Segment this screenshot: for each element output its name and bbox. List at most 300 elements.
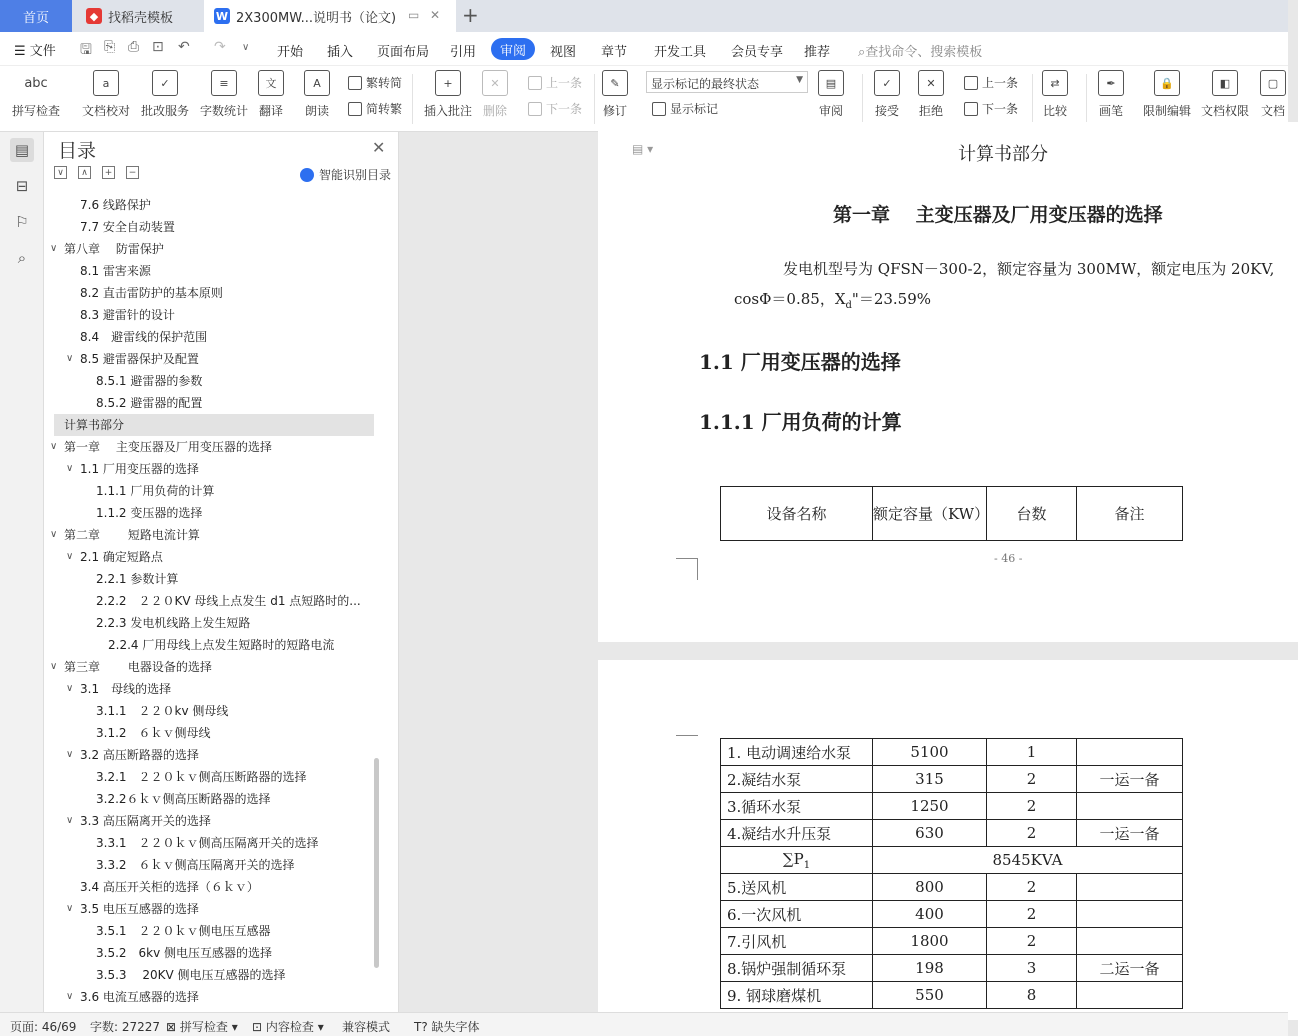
status-bar [0, 1012, 1288, 1036]
prev-change-button[interactable] [964, 74, 1018, 91]
menu-recommend[interactable]: 推荐 [804, 45, 831, 60]
correction-service-label: 批改服务 [141, 104, 190, 118]
command-search[interactable] [858, 41, 982, 60]
review-pane-button[interactable] [818, 70, 844, 119]
table-cell: 2.凝结水泵 [721, 766, 873, 793]
chevron-down-icon[interactable]: ∨ [66, 815, 74, 826]
new-tab-icon[interactable]: + [462, 3, 479, 27]
toc-item-label: 3.1 母线的选择 [80, 682, 172, 696]
prev-comment-icon [528, 76, 542, 90]
toc-item-label: 7.7 安全自动装置 [80, 220, 175, 234]
toc-item[interactable] [54, 612, 374, 634]
table-row [721, 874, 1183, 901]
menu-insert[interactable]: 插入 [327, 45, 354, 60]
toc-item[interactable] [54, 634, 374, 656]
doc-more-icon: ▢ [1260, 70, 1286, 96]
toc-item-label: 8.2 直击雷防护的基本原则 [80, 286, 223, 300]
toc-item-label: 3.1.2 ６ｋｖ侧母线 [96, 726, 211, 740]
toc-item[interactable] [54, 458, 374, 480]
translate-button[interactable] [258, 70, 284, 119]
chevron-down-icon[interactable]: ∨ [66, 353, 74, 364]
table-row [721, 928, 1183, 955]
tab-home[interactable]: 首页 [0, 0, 72, 32]
reject-button[interactable] [918, 70, 944, 119]
document-canvas [400, 132, 1288, 1012]
spell-check-icon: abc [24, 75, 48, 91]
menu-view[interactable]: 视图 [550, 45, 577, 60]
proofread-button[interactable] [82, 70, 130, 119]
smart-toc-label: 智能识别目录 [319, 168, 392, 182]
pen-label: 画笔 [1098, 104, 1123, 118]
trad-to-simp-icon [348, 76, 362, 90]
toc-item[interactable] [54, 348, 374, 370]
toc-item-label: 8.5.1 避雷器的参数 [96, 374, 203, 388]
menu-bar [0, 32, 1288, 66]
trad-to-simp-label: 繁转简 [366, 76, 403, 90]
toc-item[interactable] [50, 524, 374, 546]
table-cell: 800 [873, 874, 987, 901]
toc-item-label: 7.6 线路保护 [80, 198, 151, 212]
docer-logo-icon: ◆ [86, 8, 102, 24]
toc-item[interactable] [54, 590, 374, 612]
reject-label: 拒绝 [918, 104, 943, 118]
pen-icon: ✒ [1098, 70, 1124, 96]
toc-item-label: 2.2.1 参数计算 [96, 572, 179, 586]
spell-check-status-label: 拼写检查 [179, 1020, 228, 1034]
toc-item-label: 2.2.3 发电机线路上发生短路 [96, 616, 251, 630]
toc-item[interactable] [54, 194, 374, 216]
toc-item-label: 3.2.1 ２２０ｋｖ侧高压断路器的选择 [96, 770, 307, 784]
table-cell [1077, 928, 1183, 955]
sum-symbol: ∑P [782, 849, 804, 868]
add-heading-icon[interactable]: + [102, 166, 115, 179]
table-cell: 5100 [873, 739, 987, 766]
toc-item[interactable] [54, 854, 374, 876]
toc-item[interactable] [54, 810, 374, 832]
chevron-down-icon[interactable]: ∨ [66, 551, 74, 562]
table-cell: 8.锅炉强制循环泵 [721, 955, 873, 982]
track-changes-button[interactable] [602, 70, 628, 119]
checkbox-icon: ⊠ [166, 1020, 177, 1034]
toc-item-label: 2.1 确定短路点 [80, 550, 163, 564]
missing-font-status[interactable] [414, 1018, 480, 1035]
lock-icon: 🔒 [1154, 70, 1180, 96]
bookmark-icon[interactable]: ⚐ [15, 213, 29, 231]
content-check-status[interactable]: ⊡ 内容检查 ▾ [252, 1020, 324, 1034]
toc-item-label: 1.1.1 厂用负荷的计算 [96, 484, 215, 498]
window-icon[interactable]: ▭ [408, 8, 420, 22]
proofread-label: 文档校对 [82, 104, 131, 118]
show-markup-icon [652, 102, 666, 116]
toc-item-label: 第八章 防雷保护 [64, 242, 164, 256]
insert-comment-icon: + [435, 70, 461, 96]
toc-item-label: 3.3 高压隔离开关的选择 [80, 814, 211, 828]
reject-icon: ✕ [918, 70, 944, 96]
tab-document-label: 2X300MW...说明书（论文) [236, 10, 397, 26]
spell-check-status[interactable]: ⊠ 拼写检查 ▾ [166, 1020, 238, 1034]
table-cell [1077, 793, 1183, 820]
doc-permission-label: 文档权限 [1201, 104, 1250, 118]
toc-item[interactable] [54, 282, 374, 304]
show-markup-button[interactable] [652, 100, 718, 117]
table-row [721, 820, 1183, 847]
review-pane-icon: ▤ [818, 70, 844, 96]
menu-reference[interactable]: 引用 [450, 45, 477, 60]
table-cell: 7.引风机 [721, 928, 873, 955]
toc-item[interactable] [50, 238, 374, 260]
ribbon-divider [1032, 74, 1033, 124]
prev-comment-button[interactable] [528, 74, 582, 91]
toc-item-label: 3.5.1 ２２０ｋｖ侧电压互感器 [96, 924, 271, 938]
toc-item-label: 8.5.2 避雷器的配置 [96, 396, 203, 410]
word-count-button[interactable] [200, 70, 248, 119]
page-header: 计算书部分 [958, 144, 1048, 165]
toc-item[interactable] [54, 788, 374, 810]
toc-item-label: 2.2.4 厂用母线上点发生短路时的短路电流 [108, 638, 335, 652]
table-cell [1077, 982, 1183, 1009]
prev-change-label: 上一条 [982, 76, 1019, 90]
expand-all-icon[interactable]: ∧ [78, 166, 91, 179]
content-check-status-label: 内容检查 [265, 1020, 314, 1034]
simp-to-trad-label: 简转繁 [366, 102, 403, 116]
toc-item-label: 3.5.3 20KV 侧电压互感器的选择 [96, 968, 286, 982]
toc-item-label: 2.2.2 ２２０KV 母线上点发生 d1 点短路时的... [96, 594, 361, 608]
table-cell: 9. 钢球磨煤机 [721, 982, 873, 1009]
table-cell [1077, 874, 1183, 901]
missing-font-icon: T? [414, 1020, 428, 1034]
read-aloud-icon: A [304, 70, 330, 96]
search-icon: ⌕ [858, 45, 866, 60]
document-page [598, 122, 1298, 642]
search-icon[interactable]: ⌕ [17, 249, 27, 267]
markup-state-value: 显示标记的最终状态 [651, 77, 760, 91]
toc-item[interactable] [54, 502, 374, 524]
toc-item[interactable] [54, 876, 374, 898]
formula-subscript: d [845, 300, 852, 311]
table-header-cell: 备注 [1077, 487, 1183, 541]
delete-comment-label: 删除 [482, 104, 507, 118]
proofread-icon: a [93, 70, 119, 96]
toc-item[interactable] [54, 678, 374, 700]
menu-start[interactable]: 开始 [277, 45, 304, 60]
chapter-nav-icon[interactable]: ⊟ [15, 177, 29, 195]
toc-panel [44, 132, 399, 1012]
toc-item[interactable] [54, 722, 374, 744]
toc-item[interactable] [54, 304, 374, 326]
ribbon-divider [1086, 74, 1087, 124]
chevron-down-icon[interactable]: ∨ [66, 749, 74, 760]
table-row [721, 982, 1183, 1009]
insert-comment-label: 插入批注 [424, 104, 473, 118]
simp-to-trad-button[interactable] [348, 100, 402, 117]
toc-item[interactable] [54, 920, 374, 942]
quick-access-chevron-icon[interactable]: ∨ [242, 42, 250, 53]
spell-check-label: 拼写检查 [12, 104, 61, 118]
word-count-label: 字数统计 [200, 104, 249, 118]
toc-item[interactable] [54, 986, 374, 1008]
table-cell: 2 [987, 901, 1077, 928]
load-table-header [720, 486, 1183, 541]
table-cell: 1. 电动调速给水泵 [721, 739, 873, 766]
table-row [721, 793, 1183, 820]
compat-mode-status: 兼容模式 [342, 1020, 391, 1034]
accept-label: 接受 [874, 104, 899, 118]
word-count-status[interactable]: 字数: 27227 [90, 1020, 161, 1034]
toc-item-label: 3.6 电流互感器的选择 [80, 990, 199, 1004]
toc-panel-icon[interactable]: ▤ [10, 138, 34, 162]
next-change-icon [964, 102, 978, 116]
read-aloud-label: 朗读 [304, 104, 329, 118]
table-row [721, 739, 1183, 766]
toc-item[interactable] [54, 216, 374, 238]
tab-document[interactable] [204, 0, 456, 32]
compare-label: 比较 [1042, 104, 1067, 118]
close-tab-icon[interactable]: ✕ [430, 8, 441, 22]
next-comment-button[interactable] [528, 100, 582, 117]
next-change-label: 下一条 [982, 102, 1019, 116]
doc-permission-icon: ◧ [1212, 70, 1238, 96]
undo-icon[interactable]: ↶ [178, 39, 190, 55]
toc-item-label: 8.4 避雷线的保护范围 [80, 330, 208, 344]
toc-item[interactable] [50, 656, 374, 678]
next-comment-icon [528, 102, 542, 116]
next-comment-label: 下一条 [546, 102, 583, 116]
table-cell: 1250 [873, 793, 987, 820]
delete-comment-icon: ✕ [482, 70, 508, 96]
toc-item[interactable] [54, 260, 374, 282]
table-header-cell: 设备名称 [721, 487, 873, 541]
smart-toc-button[interactable] [300, 166, 391, 183]
toc-item[interactable] [54, 766, 374, 788]
doc-permission-button[interactable] [1201, 70, 1249, 119]
collapse-all-icon[interactable]: ∨ [54, 166, 67, 179]
toc-item-label: 第三章 电器设备的选择 [64, 660, 212, 674]
menu-review[interactable]: 审阅 [491, 38, 535, 60]
chapter-title: 第一章 主变压器及厂用变压器的选择 [833, 204, 1163, 226]
toc-item[interactable] [54, 392, 374, 414]
delete-comment-button[interactable] [482, 70, 508, 119]
chevron-down-icon[interactable]: ∨ [50, 441, 58, 452]
ribbon-divider [862, 74, 863, 124]
page-indicator[interactable]: 页面: 46/69 [10, 1020, 77, 1034]
prev-change-icon [964, 76, 978, 90]
export-pdf-icon[interactable]: ⎘ [104, 39, 116, 55]
ribbon-divider [412, 74, 413, 124]
table-row [721, 766, 1183, 793]
table-cell: 6.一次风机 [721, 901, 873, 928]
print-icon[interactable]: ⎙ [128, 39, 140, 55]
correction-service-button[interactable] [141, 70, 189, 119]
toc-item[interactable] [54, 700, 374, 722]
table-cell: 8 [987, 982, 1077, 1009]
read-aloud-button[interactable] [304, 70, 330, 119]
chevron-down-icon[interactable]: ∨ [66, 683, 74, 694]
toc-item-label: 3.3.2 ６ｋｖ侧高压隔离开关的选择 [96, 858, 295, 872]
show-markup-label: 显示标记 [670, 102, 719, 116]
toc-item-label: 3.2 高压断路器的选择 [80, 748, 199, 762]
table-cell: 2 [987, 766, 1077, 793]
table-cell: 2 [987, 820, 1077, 847]
simp-to-trad-icon [348, 102, 362, 116]
table-cell: 198 [873, 955, 987, 982]
menu-developer[interactable]: 开发工具 [654, 45, 707, 60]
formula-part: cosΦ＝0.85，X [734, 290, 846, 308]
menu-section[interactable]: 章节 [601, 45, 628, 60]
chevron-down-icon: ▼ [796, 75, 803, 85]
table-cell: 二运一备 [1077, 955, 1183, 982]
table-cell: 3.循环水泵 [721, 793, 873, 820]
toc-item-label: 3.5 电压互感器的选择 [80, 902, 199, 916]
pen-button[interactable] [1098, 70, 1124, 119]
sum-subscript: 1 [803, 859, 811, 871]
toc-item-label: 第二章 短路电流计算 [64, 528, 200, 542]
toc-item-label: 8.5 避雷器保护及配置 [80, 352, 199, 366]
correction-service-icon: ✓ [152, 70, 178, 96]
table-cell: 8545KVA [873, 847, 1183, 874]
chevron-down-icon[interactable]: ∨ [50, 661, 58, 672]
review-pane-label: 审阅 [818, 104, 843, 118]
toc-scrollbar[interactable] [374, 758, 379, 968]
missing-font-label: 缺失字体 [431, 1020, 480, 1034]
table-cell [1077, 739, 1183, 766]
save-icon[interactable]: 🖫 [80, 42, 92, 58]
toc-item-label: 8.1 雷害来源 [80, 264, 151, 278]
track-changes-icon: ✎ [602, 70, 628, 96]
toc-title: 目录 [58, 140, 97, 162]
table-cell: 550 [873, 982, 987, 1009]
document-page [598, 660, 1298, 1020]
toc-item-label: 3.3.1 ２２０ｋｖ侧高压隔离开关的选择 [96, 836, 319, 850]
body-paragraph: 发电机型号为 QFSN－300-2，额定容量为 300MW，额定电压为 20KV, [783, 260, 1275, 278]
markup-state-select[interactable] [646, 71, 808, 93]
toc-item[interactable] [54, 744, 374, 766]
page-corner-mark [676, 558, 698, 580]
toc-item-label: 计算书部分 [64, 418, 125, 432]
toc-item-label: 3.2.2６ｋｖ侧高压断路器的选择 [96, 792, 271, 806]
redo-icon[interactable]: ↷ [214, 39, 226, 55]
table-cell [1077, 901, 1183, 928]
table-cell: 1800 [873, 928, 987, 955]
doc-more-button[interactable] [1260, 70, 1286, 119]
page-corner-mark [676, 714, 698, 736]
wps-writer-icon: W [215, 9, 229, 23]
toc-item[interactable] [54, 832, 374, 854]
chevron-down-icon[interactable]: ∨ [50, 529, 58, 540]
content-check-icon: ⊡ [252, 1020, 263, 1034]
load-table [720, 738, 1183, 1009]
section-heading: 1.1 厂用变压器的选择 [699, 350, 901, 374]
table-cell: 2 [987, 928, 1077, 955]
body-formula [734, 288, 931, 311]
compare-icon: ⇄ [1042, 70, 1068, 96]
toc-list [50, 194, 374, 1004]
smart-toc-icon [300, 168, 314, 182]
trad-to-simp-button[interactable] [348, 74, 402, 91]
chevron-down-icon[interactable]: ∨ [66, 903, 74, 914]
chevron-down-icon[interactable]: ∨ [50, 243, 58, 254]
table-row [721, 955, 1183, 982]
word-count-icon: ≡ [211, 70, 237, 96]
toc-item-label: 3.4 高压开关柜的选择（６ｋｖ） [80, 880, 259, 894]
toc-item-label: 3.5.2 6kv 侧电压互感器的选择 [96, 946, 273, 960]
menu-member[interactable]: 会员专享 [731, 45, 784, 60]
chevron-down-icon[interactable]: ∨ [66, 991, 74, 1002]
print-preview-icon[interactable]: ⊡ [152, 39, 164, 55]
toc-item[interactable] [50, 436, 374, 458]
ribbon-divider [594, 74, 595, 124]
toc-item[interactable] [54, 480, 374, 502]
table-cell: 4.凝结水升压泵 [721, 820, 873, 847]
table-cell [721, 847, 873, 874]
table-row [721, 901, 1183, 928]
toc-item[interactable] [54, 326, 374, 348]
translate-icon: 文 [258, 70, 284, 96]
accept-icon: ✓ [874, 70, 900, 96]
toc-item[interactable] [54, 942, 374, 964]
table-cell: 2 [987, 793, 1077, 820]
tab-template-label: 找稻壳模板 [108, 10, 174, 26]
toc-item[interactable] [54, 964, 374, 986]
toc-item[interactable] [54, 568, 374, 590]
restrict-edit-button[interactable] [1143, 70, 1191, 119]
page-tools-icon[interactable]: ▤ ▾ [632, 142, 654, 156]
toc-item-label: 第一章 主变压器及厂用变压器的选择 [64, 440, 272, 454]
page-number: - 46 - [994, 552, 1023, 565]
table-cell: 400 [873, 901, 987, 928]
insert-comment-button[interactable] [424, 70, 472, 119]
toc-item-label: 1.1.2 变压器的选择 [96, 506, 203, 520]
table-cell: 一运一备 [1077, 766, 1183, 793]
menu-layout[interactable]: 页面布局 [377, 45, 430, 60]
toc-item[interactable] [54, 898, 374, 920]
toc-item-label: 8.3 避雷针的设计 [80, 308, 175, 322]
file-menu-label: 文件 [29, 44, 56, 59]
chevron-down-icon[interactable]: ∨ [66, 463, 74, 474]
tab-template[interactable] [72, 0, 202, 32]
file-menu[interactable]: ☰ 文件 [14, 44, 56, 59]
table-cell: 一运一备 [1077, 820, 1183, 847]
table-cell: 630 [873, 820, 987, 847]
spell-check-button[interactable] [12, 70, 60, 119]
track-changes-label: 修订 [602, 104, 627, 118]
subsection-heading: 1.1.1 厂用负荷的计算 [699, 410, 902, 434]
table-row [721, 847, 1183, 874]
command-search-label: 查找命令、搜索模板 [865, 45, 983, 60]
compare-button[interactable] [1042, 70, 1068, 119]
nav-icon-strip [0, 132, 44, 1012]
formula-part: "＝23.59% [851, 290, 932, 308]
table-header-cell: 台数 [987, 487, 1077, 541]
accept-button[interactable] [874, 70, 900, 119]
table-cell: 5.送风机 [721, 874, 873, 901]
toc-item[interactable] [54, 370, 374, 392]
next-change-button[interactable] [964, 100, 1018, 117]
toc-item[interactable] [54, 546, 374, 568]
remove-heading-icon[interactable]: − [126, 166, 139, 179]
prev-comment-label: 上一条 [546, 76, 583, 90]
restrict-edit-label: 限制编辑 [1143, 104, 1192, 118]
toc-item-label: 1.1 厂用变压器的选择 [80, 462, 199, 476]
translate-label: 翻译 [258, 104, 283, 118]
toc-item[interactable] [54, 414, 374, 436]
table-cell: 3 [987, 955, 1077, 982]
close-icon[interactable]: ✕ [372, 138, 386, 157]
table-header-cell: 额定容量（KW） [873, 487, 987, 541]
table-cell: 1 [987, 739, 1077, 766]
tab-bar [0, 0, 1288, 32]
table-cell: 315 [873, 766, 987, 793]
toc-item-label: 3.1.1 ２２０kv 侧母线 [96, 704, 229, 718]
